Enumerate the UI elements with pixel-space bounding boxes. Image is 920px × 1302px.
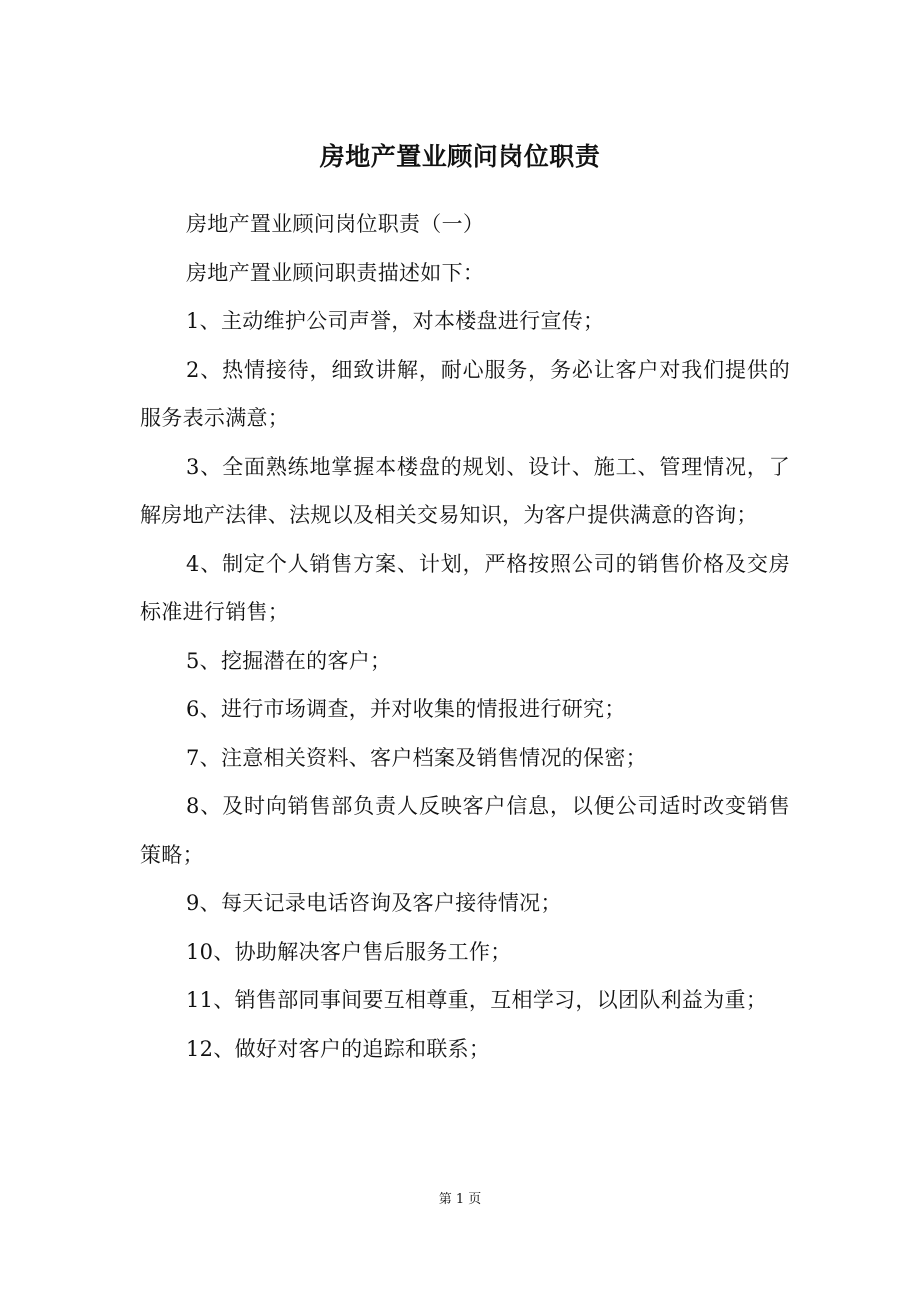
duty-item-2: 2、热情接待，细致讲解，耐心服务，务必让客户对我们提供的服务表示满意； [140,357,790,430]
paragraph-intro: 房地产置业顾问职责描述如下： [186,260,485,285]
duty-item-12: 12、做好对客户的追踪和联系； [186,1036,491,1061]
duty-item-3: 3、全面熟练地掌握本楼盘的规划、设计、施工、管理情况，了解房地产法律、法规以及相关交易知识，为客户提供满意的咨询； [140,454,790,527]
document-title: 房地产置业顾问岗位职责 [319,142,601,171]
duty-item-11: 11、销售部同事间要互相尊重，互相学习，以团队利益为重； [186,988,768,1012]
paragraph-subtitle: 房地产置业顾问岗位职责（一） [186,212,485,236]
duty-item-4: 4、制定个人销售方案、计划，严格按照公司的销售价格及交房标准进行销售； [140,551,790,624]
page-number: 第 1 页 [438,1192,482,1207]
duty-item-8: 8、及时向销售部负责人反映客户信息，以便公司适时改变销售策略； [140,794,790,867]
duty-item-9: 9、每天记录电话咨询及客户接待情况； [186,891,562,915]
duty-item-6: 6、进行市场调查，并对收集的情报进行研究； [186,697,626,721]
document-body [140,200,790,1073]
duty-item-1: 1、主动维护公司声誉，对本楼盘进行宣传； [186,309,605,333]
duty-item-10: 10、协助解决客户售后服务工作； [186,939,512,964]
duty-item-7: 7、注意相关资料、客户档案及销售情况的保密； [186,745,647,770]
duty-item-5: 5、挖掘潜在的客户； [186,648,392,673]
